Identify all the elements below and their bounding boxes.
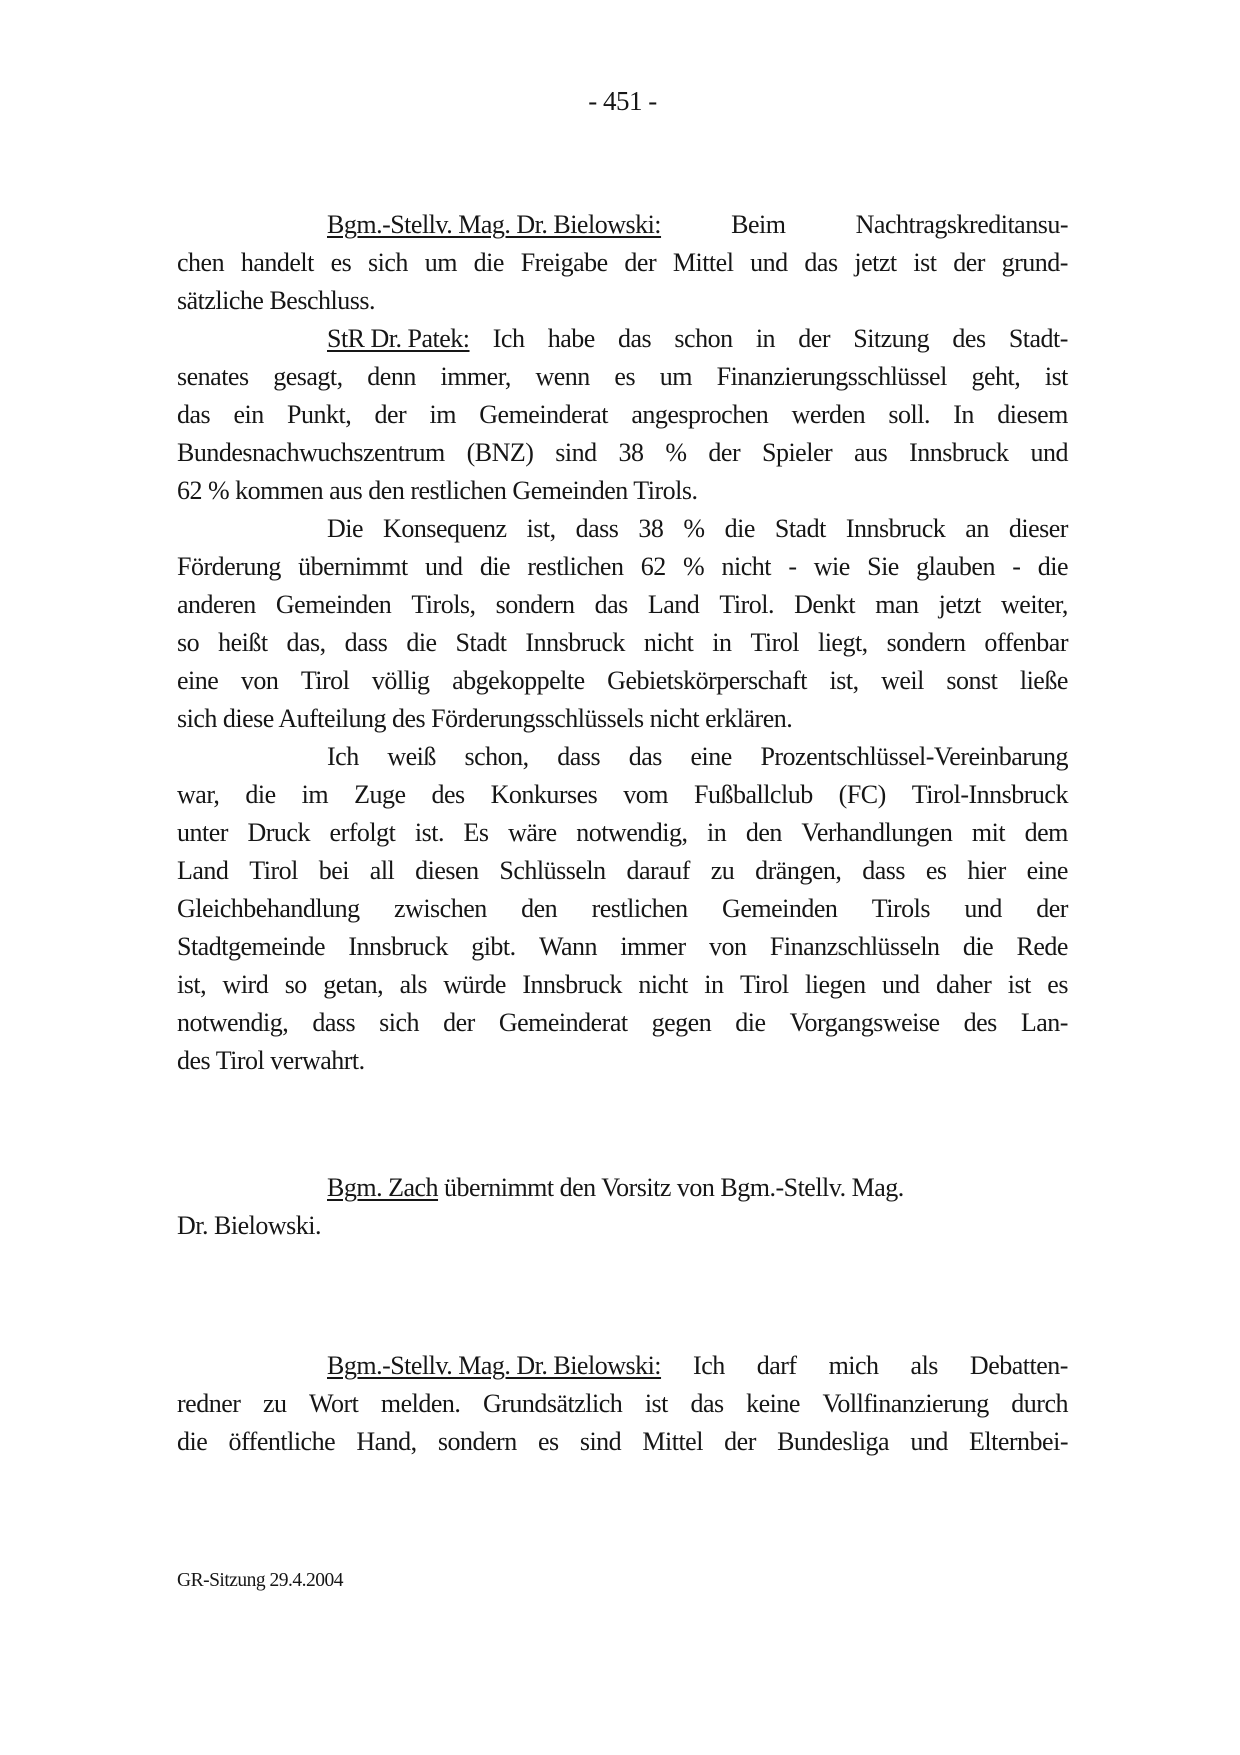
word: das [618,324,652,353]
word: wird [222,970,269,999]
word: Sie [867,552,899,581]
word: Verhandlungen [801,818,953,847]
word: das [804,248,838,277]
word: - [1012,552,1021,581]
word: melden. [380,1389,461,1418]
text-line [177,586,1068,624]
text-line [177,510,1068,548]
word: Tirols, [411,590,476,619]
paragraph [177,1169,1068,1245]
text-line [177,738,1068,776]
word: und [882,970,920,999]
word: und [750,248,788,277]
word: mit [971,818,1006,847]
word: bei [318,856,349,885]
word: senates [177,362,249,391]
word: Gemeinderat [498,1008,628,1037]
word: völlig [371,666,430,695]
text-run: des Tirol verwahrt. [177,1046,365,1075]
word: abgekoppelte [452,666,585,695]
word: die [1037,552,1068,581]
word: Prozentschlüssel-Vereinbarung [760,742,1068,771]
word: der [374,400,407,429]
word: Vorgangsweise [789,1008,940,1037]
word: Es [463,818,489,847]
word: öffentliche [228,1427,336,1456]
word: Land [647,590,700,619]
word: zu [262,1389,287,1418]
word: nicht [638,970,688,999]
word: % [683,514,705,543]
word: Spieler [762,438,833,467]
word: Rede [1016,932,1068,961]
word: erfolgt [329,818,396,847]
word: sind [579,1427,622,1456]
word: Stadtgemeinde [177,932,326,961]
speaker-name: Bgm.-Stellv. Mag. Dr. Bielowski: [327,1351,662,1380]
text-line [177,1004,1068,1042]
word: ließe [1019,666,1068,695]
word: Denkt [794,590,856,619]
word: der [708,438,741,467]
word: Stadt [455,628,507,657]
word: Wann [538,932,597,961]
word: notwendig, [177,1008,289,1037]
word: Gemeinden [722,894,838,923]
word: Fußballclub [693,780,813,809]
word: Vollfinanzierung [822,1389,989,1418]
word: nicht [721,552,772,581]
word: es [537,1427,559,1456]
word: sondern [437,1427,517,1456]
word: Zuge [354,780,406,809]
word: dass [557,742,601,771]
page-number: - 451 - [588,86,657,116]
footer-session-label: GR-Sitzung 29.4.2004 [177,1570,344,1591]
text-line [177,890,1068,928]
text-line [177,472,1068,510]
word: schon [674,324,733,353]
word: Mittel [672,248,734,277]
word: die [479,552,511,581]
word: (BNZ) [466,438,534,467]
word: der [953,248,985,277]
word: Tirol [249,856,298,885]
word: Stadt [774,514,826,543]
word: des [963,1008,997,1037]
word: Bundesnachwuchszentrum [177,438,445,467]
word: in [704,970,724,999]
word: % [683,552,705,581]
word: von [240,666,279,695]
word: dass [312,1008,356,1037]
word: Innsbruck [348,932,448,961]
word: Elternbei- [969,1427,1068,1456]
text-line [177,206,1068,244]
word: in [755,324,776,353]
word: das [690,1389,724,1418]
word: in [707,818,727,847]
word: und [964,894,1002,923]
word: all [369,856,395,885]
word: sondern [495,590,575,619]
word: ist [1007,970,1031,999]
word: Lan- [1020,1008,1068,1037]
word: durch [1011,1389,1068,1418]
word: notwendig, [576,818,688,847]
word: glauben [916,552,995,581]
word: keine [746,1389,800,1418]
word: der [443,1008,475,1037]
word: des [431,780,465,809]
word: Land [177,856,229,885]
word: darauf [626,856,690,885]
text-run: sich diese Aufteilung des Förderungsschlüssels nicht erklären. [177,704,793,733]
word: daher [936,970,992,999]
text-line [177,1423,1068,1461]
word: diesen [415,856,479,885]
word: Finanzierungsschlüssel [716,362,947,391]
word: den [521,894,558,923]
word: handelt [240,248,314,277]
word: des [952,324,986,353]
word: heißt [218,628,268,657]
word: weiter, [1001,590,1068,619]
word: vom [623,780,669,809]
word: Die [327,514,364,543]
paragraph [177,206,1068,320]
word: der [724,1427,756,1456]
speaker-name: StR Dr. Patek: [327,324,470,353]
word: Stadt- [1008,324,1068,353]
speaker-name: Bgm. Zach [327,1173,439,1202]
word: weil [881,666,924,695]
text-line [177,624,1068,662]
word: In [953,400,974,429]
word: das [628,742,662,771]
text-run: sätzliche Beschluss. [177,286,375,315]
word: die [177,1427,208,1456]
word: ist, [829,666,859,695]
word: Druck [247,818,310,847]
text-line [177,814,1068,852]
word: ist. [414,818,444,847]
paragraph [177,320,1068,510]
word: eine [690,742,732,771]
word: jetzt [854,248,897,277]
word: an [965,514,989,543]
word: Mittel [642,1427,703,1456]
word: zwischen [394,894,487,923]
word: liegen [805,970,866,999]
word: ist, [526,514,556,543]
word: diesem [997,400,1068,429]
text-line [177,548,1068,586]
word: soll. [888,400,930,429]
word: drängen, [755,856,842,885]
word: die [473,248,504,277]
word: die [735,1008,766,1037]
word: Konkurses [490,780,598,809]
word: dass [575,514,619,543]
text-line [177,244,1068,282]
word: jetzt [938,590,981,619]
word: und [910,1427,948,1456]
word: Innsbruck [525,628,625,657]
word: die [245,780,276,809]
word: als [399,970,427,999]
word: der [624,248,657,277]
word: aus [854,438,888,467]
word: dem [1024,818,1068,847]
word: Tirol [300,666,350,695]
word: war, [177,780,220,809]
word: es [1047,970,1068,999]
text-line [177,966,1068,1004]
word: eine [1026,856,1068,885]
word: Ich [327,742,359,771]
word: Schlüsseln [499,856,606,885]
word: Finanzschlüsseln [769,932,940,961]
text-line [177,700,1068,738]
word: die [962,932,994,961]
word: es [614,362,636,391]
word: sonst [946,666,998,695]
word: 38 [638,514,664,543]
word: restlichen [527,552,624,581]
word: würde [443,970,506,999]
word: um [424,248,457,277]
text-run: 62 % kommen aus den restlichen Gemeinden Tirols. [177,476,698,505]
text-line [177,1207,1068,1245]
word: den [745,818,782,847]
word: immer [620,932,686,961]
word: Förderung [177,552,281,581]
paragraph [177,1347,1068,1461]
word: im [301,780,329,809]
word: gegen [651,1008,712,1037]
text-run: Dr. Bielowski. [177,1211,321,1240]
text-line [177,776,1068,814]
word: gesagt, [273,362,343,391]
text-line [177,396,1068,434]
text-line [177,928,1068,966]
word: Punkt, [287,400,352,429]
word: übernimmt [298,552,408,581]
word: zu [710,856,735,885]
word: es [330,248,352,277]
word: Bundesliga [777,1427,890,1456]
text-line [177,1169,1068,1207]
word: Gemeinden [275,590,392,619]
word: Sitzung [853,324,930,353]
word: im [429,400,456,429]
word: restlichen [591,894,688,923]
word: ein [233,400,264,429]
text-line [177,852,1068,890]
word: hier [967,856,1006,885]
word: Tirol. [719,590,774,619]
word: Gebietskörperschaft [607,666,808,695]
word: dass [344,628,388,657]
word: chen [177,248,225,277]
text-line [177,1042,1068,1080]
word: 62 [640,552,666,581]
word: redner [177,1389,241,1418]
word: denn [367,362,416,391]
word: % [665,438,687,467]
paragraph [177,738,1068,1080]
word: die [724,514,755,543]
word: das, [286,628,326,657]
word: sondern [886,628,966,657]
word: Innsbruck [522,970,622,999]
text-line [177,1385,1068,1423]
word: man [875,590,919,619]
word: Tirol [740,970,789,999]
word: grund- [1001,248,1068,277]
word: und [1030,438,1068,467]
word: Nachtragskreditansu- [855,210,1068,239]
word: so [177,628,200,657]
word: das [177,400,211,429]
word: Tirol [750,628,800,657]
text-line [177,358,1068,396]
word: - [788,552,797,581]
word: ist [913,248,937,277]
word: Ich [492,324,525,353]
word: Gleichbehandlung [177,894,360,923]
text-line [177,1347,1068,1385]
word: anderen [177,590,256,619]
word: ist [644,1389,668,1418]
word: und [425,552,463,581]
word: Wort [309,1389,359,1418]
text-line [177,282,1068,320]
paragraph [177,510,1068,738]
word: von [709,932,747,961]
word: sich [379,1008,420,1037]
word: 38 [618,438,644,467]
word: wenn [535,362,590,391]
word: Gemeinderat [479,400,609,429]
word: sind [555,438,597,467]
word: die [406,628,437,657]
word: werden [791,400,866,429]
word: weiß [387,742,436,771]
word: getan, [323,970,384,999]
word: Innsbruck [845,514,946,543]
word: als [910,1351,938,1380]
text-line [177,434,1068,472]
word: ist [1044,362,1068,391]
word: habe [547,324,595,353]
word: schon, [464,742,529,771]
word: dass [862,856,905,885]
word: liegt, [817,628,868,657]
speaker-name: Bgm.-Stellv. Mag. Dr. Bielowski: [327,210,662,239]
word: darf [756,1351,797,1380]
word: Beim [731,210,786,239]
text-run: übernimmt den Vorsitz von Bgm.-Stellv. Mag. [444,1173,904,1202]
word: wie [813,552,850,581]
word: nicht [643,628,694,657]
word: Tirol-Innsbruck [911,780,1068,809]
word: es [925,856,947,885]
word: angesprochen [631,400,769,429]
word: Grundsätzlich [482,1389,623,1418]
word: geht, [971,362,1021,391]
word: wäre [508,818,557,847]
word: Freigabe [520,248,608,277]
word: der [798,324,830,353]
word: um [659,362,692,391]
word: das [594,590,628,619]
word: offenbar [984,628,1068,657]
document-body [177,206,1068,1461]
word: sich [368,248,408,277]
word: (FC) [838,780,886,809]
text-line [177,320,1068,358]
word: unter [177,818,228,847]
word: Ich [693,1351,725,1380]
word: Debatten- [969,1351,1068,1380]
text-line [177,662,1068,700]
word: ist, [177,970,207,999]
word: Innsbruck [909,438,1009,467]
word: so [284,970,307,999]
word: in [712,628,732,657]
word: Hand, [356,1427,417,1456]
word: gibt. [471,932,516,961]
word: eine [177,666,219,695]
word: der [1036,894,1068,923]
word: dieser [1008,514,1068,543]
word: mich [828,1351,879,1380]
word: Tirols [871,894,930,923]
word: immer, [440,362,511,391]
word: Konsequenz [383,514,507,543]
